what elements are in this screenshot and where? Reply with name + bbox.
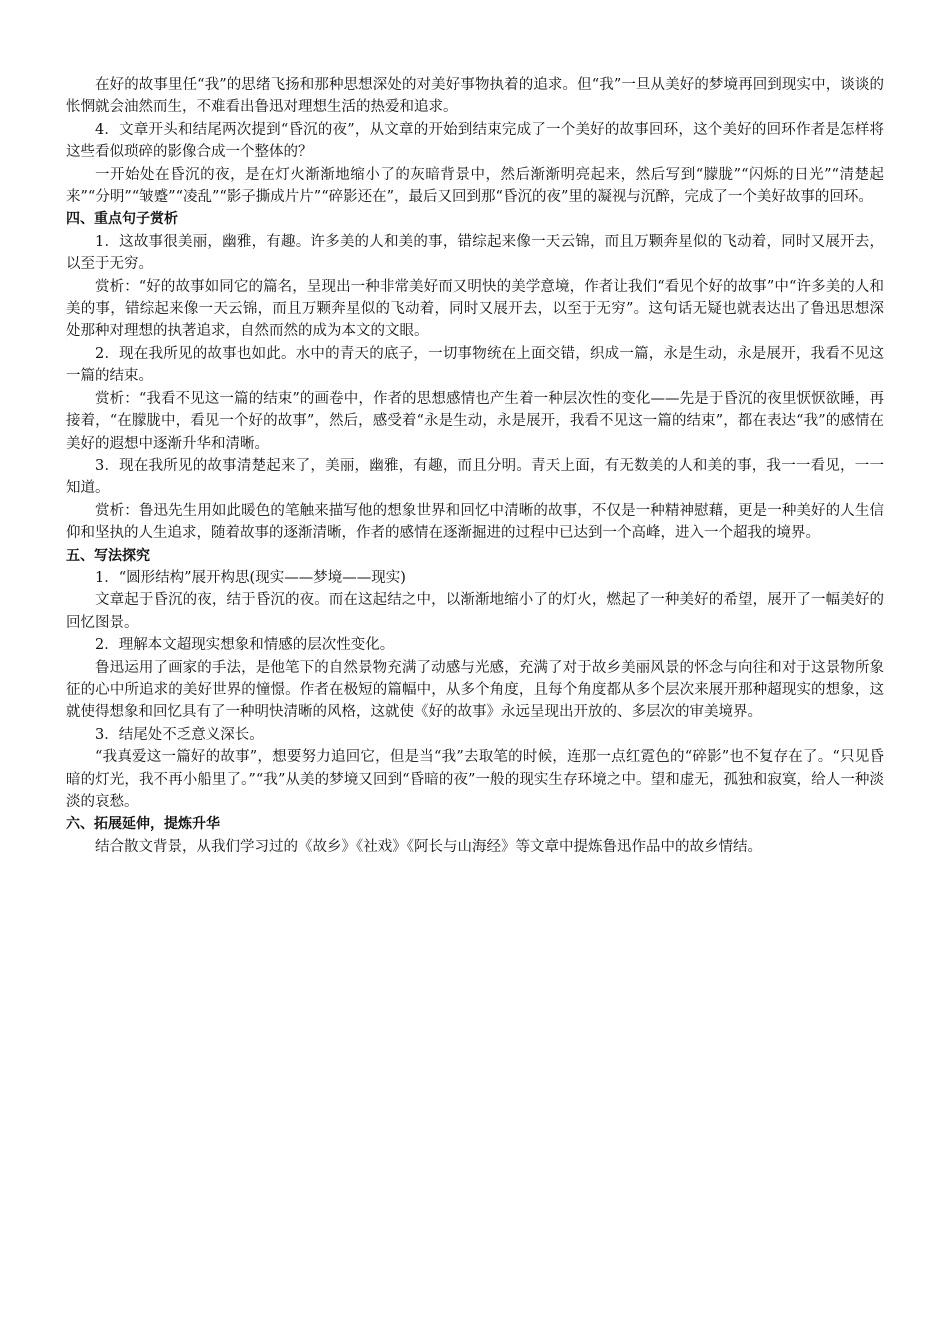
sentence-3: 3．现在我所见的故事清楚起来了，美丽，幽雅，有趣，而且分明。青天上面，有无数美的人和美的事，我一一看见，一一知道。 <box>66 457 884 497</box>
document-page <box>66 74 884 858</box>
paragraph: 鲁迅运用了画家的手法，是他笔下的自然景物充满了动感与光感，充满了对于故乡美丽风景的怀念与向往和对于这景物所象征的心中所追求的美好世界的憧憬。作者在极短的篇幅中，从多个角度，且每个角度都从多个层次来展开那种超现实的想象，这就使得想象和回忆具有了一种明快清晰的风格，这就使《好的故事》永远呈现出开放的、多层次的审美境界。 <box>66 659 884 721</box>
section-heading-5: 五、写法探究 <box>66 547 150 564</box>
section-heading-4: 四、重点句子赏析 <box>66 211 178 228</box>
analysis-2: 赏析：“我看不见这一篇的结束”的画卷中，作者的思想感情也产生着一种层次性的变化——先是于昏沉的夜里恹恹欲睡，再接着，“在朦胧中，看见一个好的故事”，然后，感受着“永是生动，永是展开，我看不见这一篇的结束”，都在表达“我”的感情在美好的遐想中逐渐升华和清晰。 <box>66 390 884 452</box>
sentence-2: 2．现在我所见的故事也如此。水中的青天的底子，一切事物统在上面交错，织成一篇，永是生动，永是展开，我看不见这一篇的结束。 <box>66 345 884 385</box>
analysis-3: 赏析：鲁迅先生用如此暖色的笔触来描写他的想象世界和回忆中清晰的故事，不仅是一种精神慰藉，更是一种美好的人生信仰和坚执的人生追求，随着故事的逐渐清晰，作者的感情在逐渐掘进的过程中已达到一个高峰，进入一个超我的境界。 <box>66 502 884 542</box>
paragraph: 一开始处在昏沉的夜，是在灯火渐渐地缩小了的灰暗背景中，然后渐渐明亮起来，然后写到“朦胧”“闪烁的日光”“清楚起来”“分明”“皱蹙”“凌乱”“影子撕成片片”“碎影还在”，最后又回到那“昏沉的夜”里的凝视与沉醉，完成了一个美好故事的回环。 <box>66 166 884 206</box>
analysis-1: 赏析：“好的故事如同它的篇名，呈现出一种非常美好而又明快的美学意境，作者让我们“看见个好的故事”中“许多美的人和美的事，错综起来像一天云锦，而且万颗奔星似的飞动着，同时又展开去，以至于无穷”。这句话无疑也就表达出了鲁迅思想深处那种对理想的执著追求，自然而然的成为本文的文眼。 <box>66 278 884 340</box>
method-2: 2．理解本文超现实想象和情感的层次性变化。 <box>95 637 395 654</box>
question-4: 4．文章开头和结尾两次提到“昏沉的夜”，从文章的开始到结束完成了一个美好的故事回环，这个美好的回环作者是怎样将这些看似琐碎的影像合成一个整体的？ <box>66 121 884 161</box>
paragraph: 在好的故事里任“我”的思绪飞扬和那种思想深处的对美好事物执着的追求。但“我”一旦从美好的梦境再回到现实中，谈谈的怅惘就会油然而生，不难看出鲁迅对理想生活的热爱和追求。 <box>66 77 884 116</box>
paragraph: 结合散文背景，从我们学习过的《故乡》《社戏》《阿长与山海经》等文章中提炼鲁迅作品中的故乡情结。 <box>95 838 762 855</box>
method-1: 1．“圆形结构”展开构思(现实——梦境——现实) <box>95 569 406 586</box>
section-heading-6: 六、拓展延伸，提炼升华 <box>66 816 220 833</box>
method-3: 3．结尾处不乏意义深长。 <box>95 726 264 743</box>
paragraph: 文章起于昏沉的夜，结于昏沉的夜。而在这起结之中，以渐渐地缩小了的灯火，燃起了一种美好的希望，展开了一幅美好的回忆图景。 <box>66 592 884 631</box>
paragraph: “我真爱这一篇好的故事”，想要努力追回它，但是当“我”去取笔的时候，连那一点红霓色的“碎影”也不复存在了。“只见昏暗的灯光，我不再小船里了。”“我”从美的梦境又回到“昏暗的夜”一般的现实生存环境之中。望和虚无，孤独和寂寞，给人一种淡淡的哀愁。 <box>66 749 884 810</box>
sentence-1: 1．这故事很美丽，幽雅，有趣。许多美的人和美的事，错综起来像一天云锦，而且万颗奔星似的飞动着，同时又展开去，以至于无穷。 <box>66 233 884 273</box>
